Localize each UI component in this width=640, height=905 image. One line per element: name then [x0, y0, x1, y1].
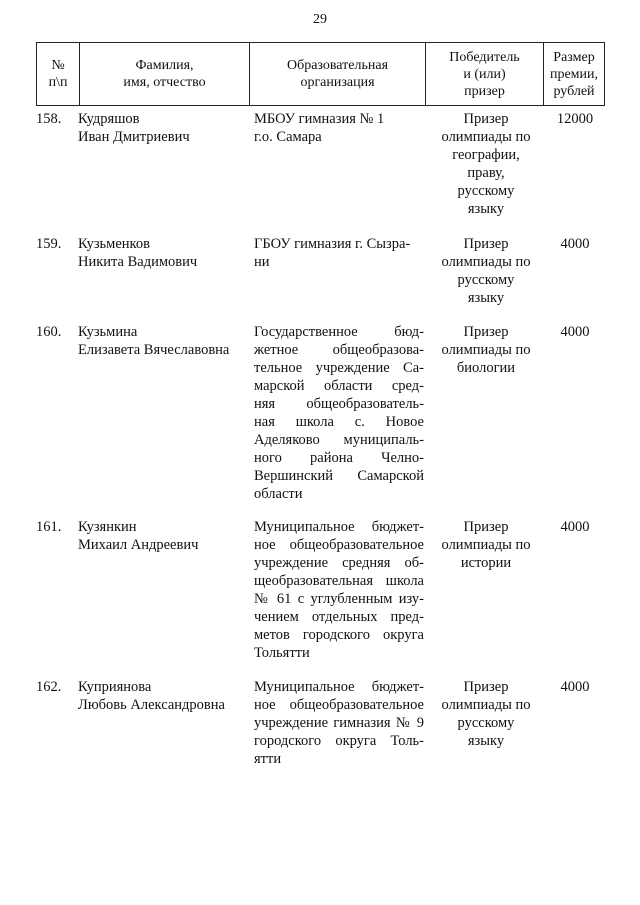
row-award — [430, 678, 542, 750]
row-number: 162. — [36, 679, 62, 695]
row-number: 160. — [36, 324, 62, 340]
award-line: праву, — [467, 165, 505, 181]
award-line: олимпиады по — [441, 537, 531, 553]
header-org: Образовательная организация — [249, 43, 425, 105]
award-line: языку — [467, 290, 505, 306]
org-line: няя общеобразователь- — [254, 396, 424, 412]
org-line: Муниципальное бюджет- — [254, 519, 424, 535]
page-number: 29 — [313, 12, 327, 27]
row-given-name: Елизавета Вячеславовна — [78, 342, 230, 358]
row-number: 161. — [36, 519, 62, 535]
row-number: 158. — [36, 111, 62, 127]
award-line: русскому — [457, 272, 515, 288]
row-prize: 4000 — [560, 679, 590, 695]
org-line: ное общеобразовательное — [254, 537, 424, 553]
org-line: Государственное бюд- — [254, 324, 424, 340]
award-line: русскому — [457, 715, 515, 731]
org-line: учреждение гимназия № 9 — [254, 715, 424, 731]
row-name — [78, 518, 248, 554]
org-line: марской области сред- — [254, 378, 424, 394]
header-award: Победитель и (или) призер — [425, 43, 543, 105]
row-organization — [254, 323, 424, 503]
row-prize: 4000 — [560, 519, 590, 535]
row-organization — [254, 518, 424, 662]
org-line: МБОУ гимназия № 1 — [254, 111, 385, 127]
row-prize: 4000 — [560, 236, 590, 252]
row-prize: 12000 — [556, 111, 594, 127]
org-line: № 61 с углубленным изу- — [254, 591, 424, 607]
org-line: Тольятти — [254, 645, 310, 661]
org-line: Муниципальное бюджет- — [254, 679, 424, 695]
row-award — [430, 323, 542, 377]
org-line: ГБОУ гимназия г. Сызра- — [254, 236, 411, 252]
award-line: языку — [467, 733, 505, 749]
table-header — [36, 42, 605, 106]
org-line: ни — [254, 254, 270, 270]
header-num: № п\п — [48, 58, 68, 90]
org-line: ного района Челно- — [254, 450, 424, 466]
row-award — [430, 235, 542, 307]
row-surname: Кузянкин — [78, 519, 137, 535]
org-line: области — [254, 486, 303, 502]
row-award — [430, 518, 542, 572]
org-line: городского округа Толь- — [254, 733, 424, 749]
row-given-name: Михаил Андреевич — [78, 537, 199, 553]
org-line: г.о. Самара — [254, 129, 322, 145]
org-line: чением отдельных пред- — [254, 609, 424, 625]
org-line: ятти — [254, 751, 282, 767]
row-given-name: Никита Вадимович — [78, 254, 198, 270]
org-line: Аделяково муниципаль- — [254, 432, 424, 448]
award-line: Призер — [463, 679, 509, 695]
award-line: олимпиады по — [441, 697, 531, 713]
row-surname: Куприянова — [78, 679, 152, 695]
row-surname: Кудряшов — [78, 111, 140, 127]
org-line: ная школа с. Новое — [254, 414, 424, 430]
row-organization — [254, 235, 424, 271]
award-line: олимпиады по — [441, 129, 531, 145]
award-line: Призер — [463, 519, 509, 535]
org-line: щеобразовательная школа — [254, 573, 424, 589]
row-name — [78, 235, 248, 271]
org-line: ное общеобразовательное — [254, 697, 424, 713]
org-line: метов городского округа — [254, 627, 424, 643]
org-line: Вершинский Самарской — [254, 468, 424, 484]
award-line: биологии — [456, 360, 516, 376]
award-line: Призер — [463, 111, 509, 127]
header-prize: Размер премии, рублей — [543, 43, 604, 105]
row-name — [78, 110, 248, 146]
org-line: жетное общеобразова- — [254, 342, 424, 358]
org-line: тельное учреждение Са- — [254, 360, 424, 376]
award-line: языку — [467, 201, 505, 217]
award-line: олимпиады по — [441, 342, 531, 358]
row-award — [430, 110, 542, 218]
row-name — [78, 323, 248, 359]
row-name — [78, 678, 248, 714]
row-number: 159. — [36, 236, 62, 252]
row-prize: 4000 — [560, 324, 590, 340]
award-line: олимпиады по — [441, 254, 531, 270]
award-line: Призер — [463, 236, 509, 252]
row-organization — [254, 678, 424, 768]
award-line: русскому — [457, 183, 515, 199]
award-line: Призер — [463, 324, 509, 340]
header-name: Фамилия, имя, отчество — [79, 43, 249, 105]
row-surname: Кузьменков — [78, 236, 150, 252]
row-given-name: Иван Дмитриевич — [78, 129, 190, 145]
award-line: истории — [460, 555, 512, 571]
row-given-name: Любовь Александровна — [78, 697, 225, 713]
award-line: географии, — [452, 147, 520, 163]
org-line: учреждение средняя об- — [254, 555, 424, 571]
row-surname: Кузьмина — [78, 324, 138, 340]
row-organization — [254, 110, 424, 146]
